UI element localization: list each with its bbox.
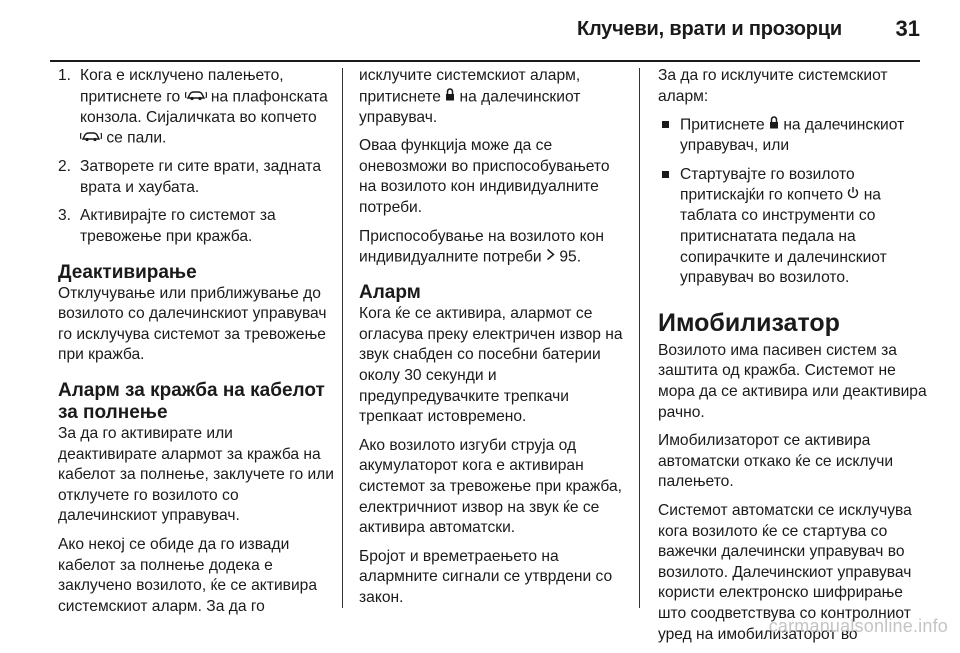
list-number: 1.	[58, 67, 72, 84]
paragraph: Кога ќе се активира, алармот се огласува преку електричен извор на звук снабден со посебни батерии околу 30 секунди и предупредувачките трепкачи трепкаат истовремено.	[359, 305, 623, 426]
list-text: на далечинскиот управувач, или	[680, 116, 905, 155]
list-number: 3.	[58, 207, 72, 225]
column-right	[658, 66, 928, 653]
list-item	[658, 165, 928, 289]
list-item	[58, 66, 334, 149]
list-text: Затворете ги сите врати, задната врата и хаубата.	[80, 158, 321, 196]
watermark: carmanualsonline.info	[768, 616, 948, 636]
list-text: на таблата со инструменти со притиснатата педала на сопирачките и далечинскиот управувач во возилото.	[680, 186, 887, 287]
text: исклучите системскиот аларм, притиснете	[359, 67, 581, 106]
text: .	[576, 248, 582, 266]
activation-steps	[58, 66, 334, 248]
list-text: Стартувајте го возилото притискајќи го копчето	[680, 165, 855, 204]
text: на далечинскиот управувач.	[359, 88, 581, 126]
list-number: 2.	[58, 158, 72, 176]
list-text: Активирајте го системот за тревожење при кражба.	[80, 207, 276, 245]
heading-deactivation: Деактивирање	[58, 261, 197, 283]
column-divider	[639, 68, 640, 608]
page-reference-arrow-icon	[546, 247, 555, 268]
power-icon	[847, 185, 859, 206]
bullet-square	[662, 121, 669, 128]
column-middle	[359, 66, 627, 617]
page-number: 31	[895, 16, 920, 41]
heading-immobilizer: Имобилизатор	[658, 308, 840, 337]
paragraph: Имобилизаторот се активира автоматски откако ќе се исклучи палењето.	[658, 432, 894, 491]
paragraph: За да го исклучите системскиот аларм:	[658, 67, 888, 105]
list-item	[58, 157, 334, 198]
list-text: Притиснете	[680, 116, 769, 134]
list-text: Кога е исклучено палењето, притиснете го	[80, 67, 284, 106]
disarm-options	[658, 115, 928, 289]
section-title: Клучеви, врати и прозорци	[576, 18, 842, 40]
header-rule	[50, 60, 920, 62]
page-header	[0, 0, 960, 56]
paragraph: Ако некој се обиде да го извади кабелот за полнење додека е заклучено возилото, ќе се активира системскиот аларм. За да го	[58, 535, 317, 615]
car-alarm-icon	[80, 128, 102, 149]
paragraph	[359, 227, 627, 269]
paragraph: За да го активирате или деактивирате алармот за кражба на кабелот за полнење, заклучете го или отклучете го возилото со далечинскиот управувач.	[58, 424, 334, 525]
column-divider	[342, 68, 343, 608]
bullet-square	[662, 171, 669, 178]
lock-icon	[769, 115, 779, 136]
paragraph: Возилото има пасивен систем за заштита од кражба. Системот не мора да се активира или деактивира рачно.	[658, 341, 927, 421]
paragraph: Ако возилото изгуби струја од акумулаторот кога е активиран системот за тревожење при кражба, електричниот извор на звук ќе се активира автоматски.	[359, 436, 623, 537]
heading-alarm: Аларм	[359, 282, 421, 304]
list-text: на плафонската конзола. Сијаличката во копчето	[80, 88, 328, 126]
list-item	[58, 206, 334, 247]
heading-charging-cable-alarm: Аларм за кражба на кабелот за полнење	[58, 379, 325, 423]
paragraph: Отклучување или приближување до возилото со далечинскиот управувач го исклучува системот за тревожење при кражба.	[58, 284, 327, 364]
page-reference[interactable]: 95	[559, 248, 577, 266]
car-alarm-icon	[185, 87, 207, 108]
paragraph: Бројот и времетраењето на алармните сигнали се утврдени со закон.	[359, 547, 613, 606]
paragraph: Оваа функција може да се оневозможи во приспособувањето на возилото кон индивидуалните потреби.	[359, 137, 610, 216]
paragraph	[359, 66, 627, 128]
text: Приспособување на возилото кон индивидуалните потреби	[359, 227, 604, 266]
list-text: се пали.	[102, 129, 167, 147]
lock-icon	[445, 87, 455, 108]
paragraph: Системот автоматски се исклучува кога возилото ќе се стартува со важечки далечински управувач во возилото. Далечинскиот управувач користи електронско шифрирање што соодветствува со контролниот уред на имобилизаторот во	[658, 501, 912, 643]
column-left	[58, 66, 334, 625]
list-item	[658, 115, 928, 157]
